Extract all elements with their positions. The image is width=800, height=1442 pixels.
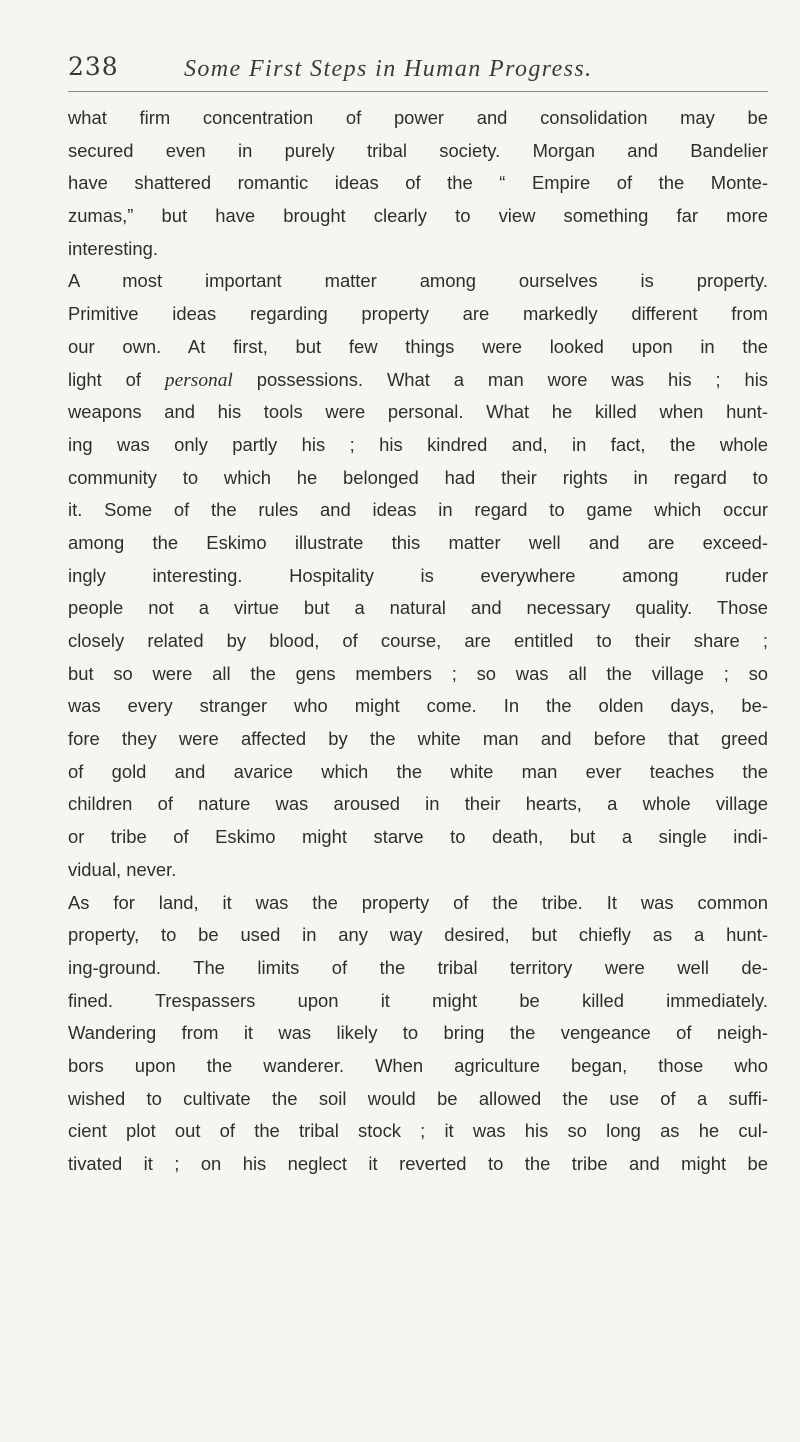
text-line-with-emphasis [68,364,768,397]
line-suffix: possessions. What a man wore was his ; his [232,368,768,390]
text-line: it. Some of the rules and ideas in regard to game which occur [68,499,768,521]
text-line: fore they were affected by the white man and before that greed [68,728,768,750]
text-line: weapons and his tools were personal. What he killed when hunt- [68,401,768,423]
page-number: 238 [68,52,119,81]
paragraph-start-line: A most important matter among ourselves is property. [68,270,768,292]
text-line: ingly interesting. Hospitality is everywhere among ruder [68,564,768,586]
text-line: or tribe of Eskimo might starve to death, but a single indi- [68,826,768,848]
text-line: Wandering from it was likely to bring the vengeance of neigh- [68,1022,768,1044]
text-line: closely related by blood, of course, are entitled to their share ; [68,630,768,651]
text-line: but so were all the gens members ; so was all the village ; so [68,662,768,684]
line-prefix: light of [68,368,165,390]
text-line: tivated it ; on his neglect it reverted to the tribe and might be [68,1153,768,1174]
text-line: fined. Trespassers upon it might be killed immediately. [68,989,768,1011]
text-line: was every stranger who might come. In the olden days, be- [68,695,768,717]
text-line: people not a virtue but a natural and necessary quality. Those [68,597,768,619]
emphasized-word: personal [164,369,233,391]
running-title: Some First Steps in Human Progress. [184,56,593,82]
text-line: Primitive ideas regarding property are markedly different from [68,303,768,325]
text-line: vidual, never. [68,858,177,880]
text-line: have shattered romantic ideas of the “ Empire of the Monte- [68,172,768,194]
text-line: ing was only partly his ; his kindred and, in fact, the whole [68,433,768,455]
text-line: property, to be used in any way desired, but chiefly as a hunt- [68,924,768,946]
text-line: of gold and avarice which the white man ever teaches the [68,760,768,782]
paragraph-start-line: As for land, it was the property of the tribe. It was common [68,891,768,913]
text-line: children of nature was aroused in their hearts, a whole village [68,793,768,815]
text-line: wished to cultivate the soil would be allowed the use of a suffi- [68,1087,768,1109]
text-line: what firm concentration of power and consolidation may be [68,107,768,128]
text-line: community to which he belonged had their rights in regard to [68,466,768,488]
text-line: bors upon the wanderer. When agriculture began, those who [68,1054,768,1076]
running-header [68,52,768,90]
text-line: secured even in purely tribal society. Morgan and Bandelier [68,139,768,161]
text-line: cient plot out of the tribal stock ; it was his so long as he cul- [68,1120,768,1142]
text-line: among the Eskimo illustrate this matter well and are exceed- [68,531,768,553]
text-line: interesting. [68,237,158,259]
text-line: ing-ground. The limits of the tribal territory were well de- [68,956,768,978]
text-line: our own. At first, but few things were looked upon in the [68,335,768,357]
page-body [68,102,768,1181]
header-rule [68,91,768,92]
text-line: zumas,” but have brought clearly to view something far more [68,205,768,227]
